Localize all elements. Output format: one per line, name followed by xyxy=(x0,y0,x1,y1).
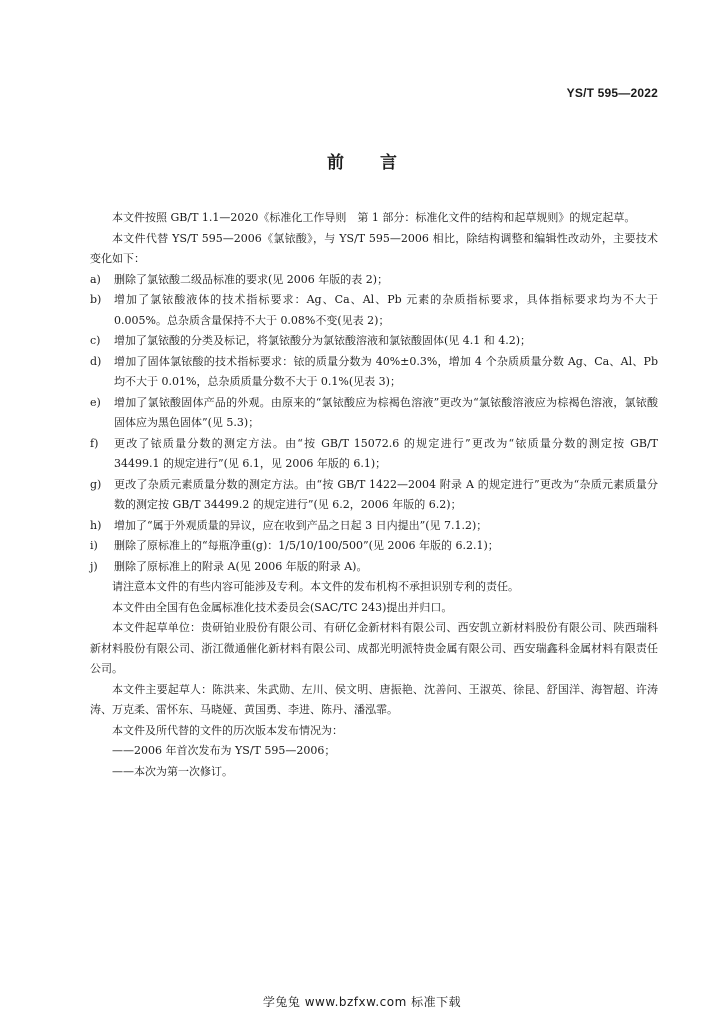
list-item-text: 增加了氯铱酸的分类及标记，将氯铱酸分为氯铱酸溶液和氯铱酸固体(见 4.1 和 4.2)； xyxy=(114,334,532,347)
list-item-text: 更改了杂质元素质量分数的测定方法。由“按 GB/T 1422—2004 附录 A 的规定进行”更改为“杂质元素质量分数的测定按 GB/T 34499.2 的规定进行”(见 6.2，2006 年版的 6.2)； xyxy=(114,477,658,511)
list-marker: d) xyxy=(90,354,102,368)
changes-list xyxy=(90,270,658,578)
footer-watermark: 学兔兔 www.bzfxw.com 标准下载 xyxy=(262,995,462,1009)
list-item xyxy=(90,475,658,516)
list-item-text: 增加了固体氯铱酸的技术指标要求：铱的质量分数为 40%±0.3%，增加 4 个杂质质量分数 Ag、Ca、Al、Pb 均不大于 0.01%，总杂质质量分数不大于 0.1%(见表 3)； xyxy=(114,354,658,388)
list-item-text: 删除了原标准上的“每瓶净重(g)：1/5/10/100/500”(见 2006 年版的 6.2.1)； xyxy=(114,539,499,552)
list-marker: g) xyxy=(90,477,102,491)
list-item xyxy=(90,290,658,331)
list-item-text: 增加了氯铱酸液体的技术指标要求：Ag、Ca、Al、Pb 元素的杂质指标要求，具体指标要求均为不大于 0.005%。总杂质含量保持不大于 0.08%不变(见表 2)； xyxy=(114,293,658,327)
list-marker: j) xyxy=(90,559,98,573)
drafting-units-paragraph: 本文件起草单位：贵研铂业股份有限公司、有研亿金新材料有限公司、西安凯立新材料股份有限公司、陕西瑞科新材料股份有限公司、浙江微通催化新材料有限公司、成都光明派特贵金属有限公司、西安瑞鑫科金属材料有限责任公司。 xyxy=(90,621,658,675)
proposer-paragraph: 本文件由全国有色金属标准化技术委员会(SAC/TC 243)提出并归口。 xyxy=(112,600,453,614)
drafting-basis-paragraph: 本文件按照 GB/T 1.1—2020《标准化工作导则 第 1 部分：标准化文件的结构和起草规则》的规定起草。 xyxy=(112,211,636,224)
list-marker: e) xyxy=(90,395,101,409)
replacement-paragraph: 本文件代替 YS/T 595—2006《氯铱酸》，与 YS/T 595—2006 相比，除结构调整和编辑性改动外，主要技术变化如下： xyxy=(90,231,658,265)
list-marker: h) xyxy=(90,518,102,532)
list-item-text: 增加了氯铱酸固体产品的外观。由原来的“氯铱酸应为棕褐色溶液”更改为“氯铱酸溶液应为棕褐色溶液，氯铱酸固体应为黑色固体”(见 5.3)； xyxy=(114,395,658,429)
list-item-text: 增加了“属于外观质量的异议，应在收到产品之日起 3 日内提出”(见 7.1.2)； xyxy=(114,518,488,532)
patent-notice-paragraph: 请注意本文件的有些内容可能涉及专利。本文件的发布机构不承担识别专利的责任。 xyxy=(112,580,519,593)
list-marker: f) xyxy=(90,436,99,450)
list-marker: a) xyxy=(90,272,101,286)
list-item xyxy=(90,331,658,352)
list-item-text: 删除了原标准上的附录 A(见 2006 年版的附录 A)。 xyxy=(114,559,368,573)
history-intro-paragraph: 本文件及所代替的文件的历次版本发布情况为： xyxy=(112,723,343,737)
list-item-text: 更改了铱质量分数的测定方法。由“按 GB/T 15072.6 的规定进行”更改为“铱质量分数的测定按 GB/T 34499.1 的规定进行”(见 6.1，见 2006 年版的 6.1)； xyxy=(114,436,658,470)
drafters-paragraph: 本文件主要起草人：陈洪来、朱武勋、左川、侯文明、唐振艳、沈善问、王淑英、徐昆、舒国洋、海智超、许涛涛、万克柔、雷怀东、马晓娅、黄国勇、李进、陈丹、潘泓霏。 xyxy=(90,682,658,716)
list-marker: i) xyxy=(90,539,98,552)
history-item: ——2006 年首次发布为 YS/T 595—2006； xyxy=(112,744,336,757)
list-item-text: 删除了氯铱酸二级品标准的要求(见 2006 年版的表 2)； xyxy=(114,272,389,286)
page-title: 前言 xyxy=(327,153,433,173)
list-item xyxy=(90,270,658,291)
list-item xyxy=(90,536,658,557)
list-item xyxy=(90,434,658,475)
list-marker: b) xyxy=(90,293,102,306)
list-item xyxy=(90,352,658,393)
list-marker: c) xyxy=(90,334,101,347)
list-item xyxy=(90,516,658,537)
document-body xyxy=(90,208,658,782)
list-item xyxy=(90,393,658,434)
list-item xyxy=(90,557,658,578)
history-item: ——本次为第一次修订。 xyxy=(112,764,233,778)
standard-code: YS/T 595—2022 xyxy=(566,86,658,100)
